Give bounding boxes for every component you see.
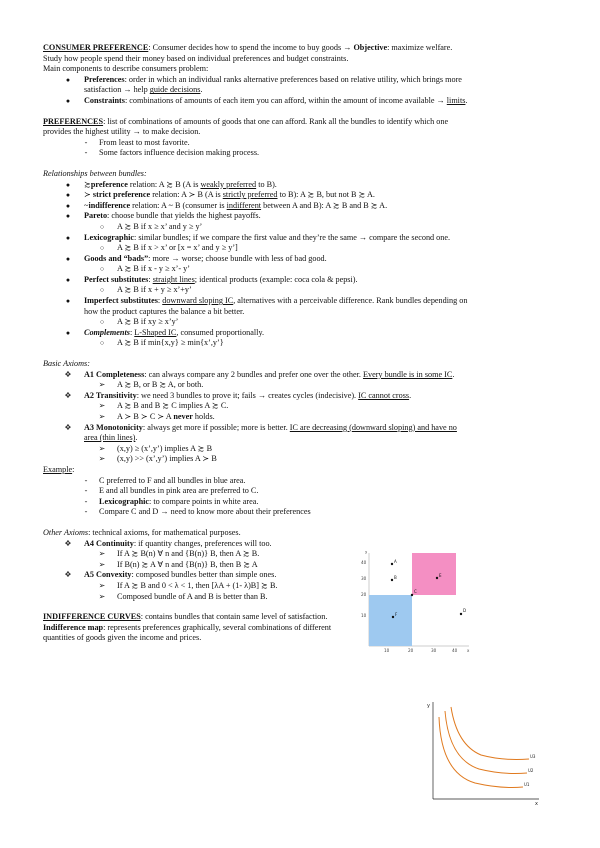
dash-item: - Some factors influence decision making process.: [43, 148, 563, 159]
paragraph-line: provides the highest utility → to make decision.: [43, 127, 201, 137]
relation-pareto: ● Pareto: choose bundle that yields the highest payoffs.: [43, 211, 563, 222]
relation-imperfect-substitutes: ● Imperfect substitutes: downward sloping IC, alternatives with a perceivable difference. Rank bundles depending on how the product captures the balance a bit better.: [43, 296, 563, 317]
circle-bullet-icon: ○: [99, 265, 105, 274]
point-e-label: E: [439, 573, 442, 578]
bullet-icon: ●: [65, 212, 71, 221]
axiom-transitivity: ❖ A2 Transitivity: we need 3 bundles to prove it; fails → creates cycles (indecisive). IC cannot cross.: [43, 391, 563, 402]
indifference-curves-figure: [423, 697, 543, 807]
relation-pareto-rule: ○ A ≿ B if x ≥ x’ and y ≥ y’: [43, 222, 563, 233]
point-b-dot: [391, 579, 393, 581]
diamond-bullet-icon: ❖: [64, 369, 72, 379]
preference-regions-figure: [357, 551, 477, 661]
axiom-monotonicity: ❖ A3 Monotonicity: always get more if possible; more is better. IC are decreasing (downward sloping) and have no area (thin lines).: [43, 423, 563, 444]
bullet-icon: ●: [65, 191, 71, 200]
relation-imperfect-substitutes-rule: ○ A ≿ B if xy ≥ x’y’: [43, 317, 563, 328]
example-item: - Compare C and D → need to know more about their preferences: [43, 507, 563, 518]
diamond-bullet-icon: ❖: [64, 422, 72, 432]
example-heading: Example:: [43, 464, 75, 474]
point-b-label: B: [394, 575, 397, 580]
section-title-preferences: PREFERENCES: [43, 116, 104, 126]
relation-lexicographic: ● Lexicographic: similar bundles; if we compare the first value and they’re the same → compare the second one.: [43, 233, 563, 244]
arrow-bullet-icon: ➢: [98, 559, 106, 569]
x-tick-label: 20: [408, 648, 414, 653]
curve-label-u1: U1: [524, 782, 530, 787]
circle-bullet-icon: ○: [99, 318, 105, 327]
list-item-constraints: ● Constraints: combinations of amounts of each item you can afford, within the amount of income available → limits.: [43, 96, 563, 107]
point-d-dot: [460, 613, 462, 615]
arrow-bullet-icon: ➢: [98, 549, 106, 559]
indifference-curve-u2: [445, 711, 527, 774]
relation-perfect-substitutes: ● Perfect substitutes: straight lines; identical products (example: coca cola & pepsi).: [43, 275, 563, 286]
axiom-transitivity-rule-1: ➢ A ≿ B and B ≿ C implies A ≿ C.: [43, 401, 563, 412]
relationships-heading: Relationships between bundles:: [43, 168, 147, 178]
relation-strict-preference: ● ≻ strict preference relation: A ≻ B (A is strictly preferred to B): A ≿ B, but not B ≿ A.: [43, 190, 563, 201]
arrow-bullet-icon: ➢: [98, 412, 106, 421]
blue-region: [369, 595, 412, 646]
arrow-bullet-icon: ➢: [98, 591, 106, 601]
arrow-bullet-icon: ➢: [98, 454, 106, 464]
bullet-icon: ●: [65, 254, 71, 263]
curve-label-u2: U2: [528, 768, 534, 773]
section-title-indifference-curves: INDIFFERENCE CURVES: [43, 612, 141, 622]
point-a-dot: [391, 563, 393, 565]
arrow-bullet-icon: ➢: [98, 443, 106, 453]
y-axis-label: y: [427, 703, 430, 709]
bullet-icon: ●: [65, 75, 71, 84]
pink-region: [412, 553, 456, 595]
x-tick-label: 10: [384, 648, 390, 653]
example-item: - C preferred to F and all bundles in blue area.: [43, 476, 563, 487]
relation-complements-rule: ○ A ≿ B if min{x,y} ≥ min{x’,y’}: [43, 338, 563, 349]
dash-icon: -: [84, 496, 88, 506]
x-tick-label: 40: [452, 648, 458, 653]
paragraph-line: Main components to describe consumers problem:: [43, 64, 209, 74]
list-item-preferences: ● Preferences: order in which an individual ranks alternative preferences based on relative utility, which brings more satisfaction → help guide decisions.: [43, 75, 563, 96]
dash-icon: -: [84, 148, 88, 158]
relation-preference: ● ≿preference relation: A ≿ B (A is weakly preferred to B).: [43, 180, 563, 191]
point-e-dot: [436, 577, 438, 579]
relation-goods-bads: ● Goods and “bads”: more → worse; choose bundle with less of bad good.: [43, 254, 563, 265]
y-tick-label: 30: [361, 576, 367, 581]
bullet-icon: ●: [65, 328, 71, 337]
axiom-continuity-rule-1: ➢ If A ≿ B(n) ∀ n and {B(n)} B, then A ≿ B.: [43, 549, 563, 560]
relation-complements: ● Complements: L-Shaped IC, consumed proportionally.: [43, 328, 563, 339]
point-f-dot: [392, 616, 394, 618]
paragraph-line: quantities of goods given the income and prices.: [43, 633, 202, 643]
relation-goods-bads-rule: ○ A ≿ B if x - y ≥ x’- y’: [43, 264, 563, 275]
point-c-dot: [411, 594, 413, 596]
indifference-map-line: Indifference map: represents preferences graphically, several combinations of different: [43, 622, 332, 632]
dash-icon: -: [84, 507, 88, 517]
bullet-icon: ●: [65, 297, 71, 306]
y-axis-label: y: [365, 551, 368, 554]
basic-axioms-heading: Basic Axioms:: [43, 359, 90, 369]
example-item: - E and all bundles in pink area are preferred to C.: [43, 486, 563, 497]
dash-icon: -: [84, 486, 88, 496]
arrow-bullet-icon: ➢: [98, 580, 106, 590]
y-tick-label: 40: [361, 560, 367, 565]
bullet-icon: ●: [65, 201, 71, 210]
other-axioms-heading: Other Axioms: technical axioms, for mathematical purposes.: [43, 527, 241, 537]
indifference-curve-u1: [439, 717, 523, 788]
section-title-consumer-preference: CONSUMER PREFERENCE: [43, 43, 149, 52]
arrow-bullet-icon: ➢: [98, 380, 106, 390]
axiom-monotonicity-rule-1: ➢ (x,y) ≥ (x’,y’) implies A ≿ B: [43, 444, 563, 455]
document-page: [43, 43, 563, 644]
consumer-preference-intro: CONSUMER PREFERENCE: Consumer decides how to spend the income to buy goods → Objective: maximize welfare.: [43, 43, 453, 52]
axiom-continuity: ❖ A4 Continuity: if quantity changes, preferences will too.: [43, 539, 563, 550]
diamond-bullet-icon: ❖: [64, 570, 72, 580]
bullet-icon: ●: [65, 233, 71, 242]
point-d-label: D: [463, 608, 467, 613]
relation-lexicographic-rule: ○ A ≿ B if x > x’ or [x = x’ and y ≥ y’]: [43, 243, 563, 254]
circle-bullet-icon: ○: [99, 286, 105, 295]
axiom-completeness: ❖ A1 Completeness: can always compare any 2 bundles and prefer one over the other. Every bundle is in some IC.: [43, 370, 563, 381]
axiom-transitivity-rule-2: ➢ A ≻ B ≻ C ≻ A never holds.: [43, 412, 563, 423]
bullet-icon: ●: [65, 275, 71, 284]
diamond-bullet-icon: ❖: [64, 538, 72, 548]
point-a-label: A: [394, 559, 397, 564]
preferences-intro: PREFERENCES: list of combinations of amounts of goods that one can afford. Rank all the bundles to identify which one: [43, 116, 449, 126]
point-c-label: C: [414, 589, 417, 594]
axiom-monotonicity-rule-2: ➢ (x,y) >> (x’,y’) implies A ≻ B: [43, 454, 563, 465]
dash-icon: -: [84, 475, 88, 485]
diamond-bullet-icon: ❖: [64, 390, 72, 400]
circle-bullet-icon: ○: [99, 244, 105, 253]
x-tick-label: 30: [431, 648, 437, 653]
point-f-label: F: [395, 612, 398, 617]
indifference-curves-intro: INDIFFERENCE CURVES: contains bundles that contain same level of satisfaction.: [43, 612, 328, 622]
x-axis-label: x: [535, 801, 538, 807]
circle-bullet-icon: ○: [99, 339, 105, 348]
y-tick-label: 20: [361, 592, 367, 597]
bullet-icon: ●: [65, 96, 71, 105]
axiom-convexity-rule-1: ➢ If A ≿ B and 0 < λ < 1, then [λA + (1- λ)B] ≿ B.: [43, 581, 563, 592]
paragraph-line: Study how people spend their money based on individual preferences and budget constraints.: [43, 53, 349, 63]
y-tick-label: 10: [361, 613, 367, 618]
dash-icon: -: [84, 137, 88, 147]
axiom-convexity: ❖ A5 Convexity: composed bundles better than simple ones.: [43, 570, 563, 581]
axiom-completeness-rule: ➢ A ≿ B, or B ≿ A, or both.: [43, 380, 563, 391]
circle-bullet-icon: ○: [99, 222, 105, 231]
x-axis-label: x: [467, 648, 470, 653]
dash-item: - From least to most favorite.: [43, 138, 563, 149]
axiom-convexity-rule-2: ➢ Composed bundle of A and B is better than B.: [43, 592, 563, 603]
axiom-continuity-rule-2: ➢ If B(n) ≿ A ∀ n and {B(n)} B, then B ≿ A: [43, 560, 563, 571]
relation-perfect-substitutes-rule: ○ A ≿ B if x + y ≥ x’+y’: [43, 285, 563, 296]
indifference-curve-u3: [451, 707, 529, 760]
arrow-bullet-icon: ➢: [98, 401, 106, 411]
curve-label-u3: U3: [530, 754, 536, 759]
bullet-icon: ●: [65, 180, 71, 189]
example-item: - Lexicographic: to compare points in white area.: [43, 497, 563, 508]
relation-indifference: ● ~indifference relation: A ~ B (consumer is indifferent between A and B): A ≿ B and B ≿ A.: [43, 201, 563, 212]
